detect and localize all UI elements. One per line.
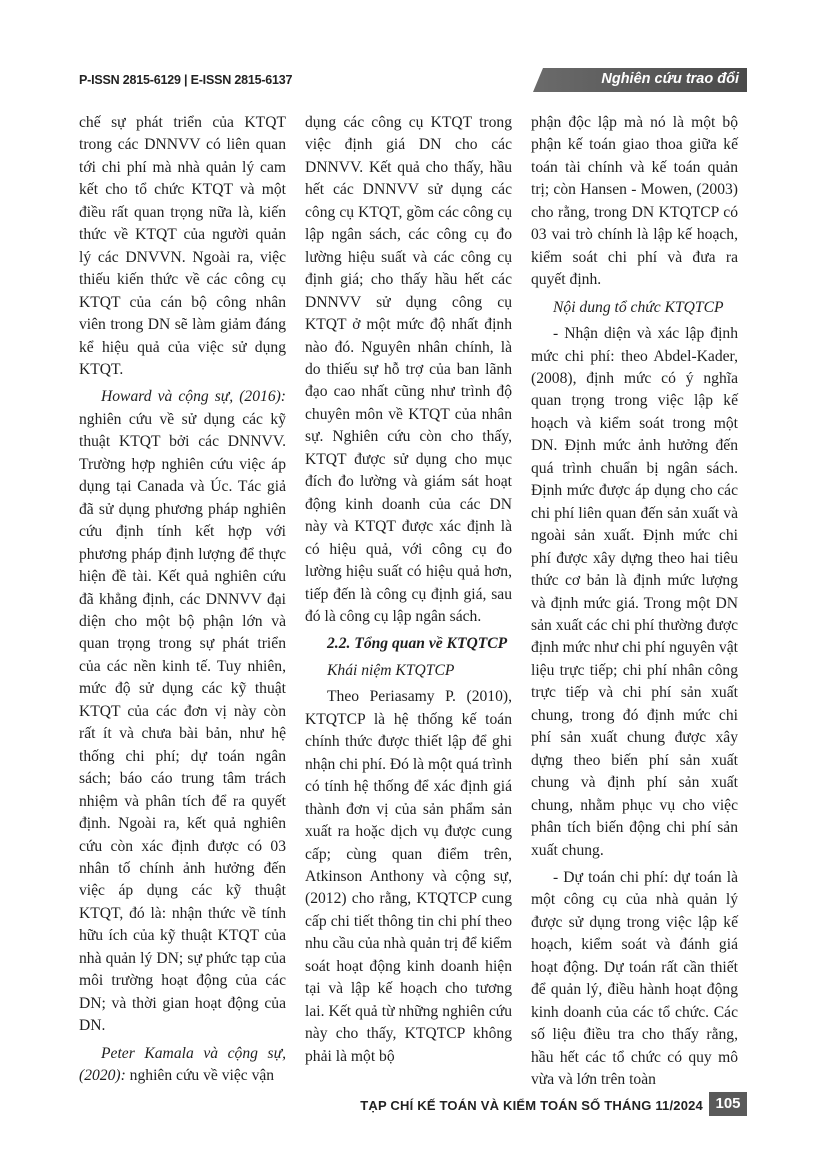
column-3 — [531, 112, 738, 1096]
page-header — [79, 68, 747, 94]
subsection-heading: Nội dung tổ chức KTQTCP — [553, 298, 724, 316]
citation-lead: Howard và cộng sự, (2016): — [101, 388, 286, 406]
journal-title: TẠP CHÍ KẾ TOÁN VÀ KIỂM TOÁN SỐ THÁNG 11/2024 — [360, 1098, 703, 1113]
subsection-heading: Khái niệm KTQTCP — [327, 661, 455, 679]
paragraph: dụng các công cụ KTQT trong việc định giá DN cho các DNNVV. Kết quả cho thấy, hầu hết các DNNVV sử dụng các công cụ KTQT, gồm các công cụ lập ngân sách, các công cụ đo lường hiệu suất và các công cụ định giá; cho thấy hầu hết các DNNVV sử dụng công cụ KTQT ở một mức độ nhất định nào đó. Nguyên nhân chính, là do thiếu sự hỗ trợ của ban lãnh đạo cao nhất cũng như trình độ chuyên môn về KTQT của nhân sự. Nghiên cứu còn cho thấy, KTQT được sử dụng cho mục đích đo lường và giám sát hoạt động kinh doanh của các DN này và KTQT được xác định là có hiệu quả, với công cụ đo lường hiệu suất có hiệu quả hơn, tiếp đến là công cụ định giá, sau đó là công cụ lập ngân sách. — [305, 114, 512, 625]
section-heading: 2.2. Tổng quan về KTQTCP — [327, 635, 508, 653]
column-2 — [305, 112, 512, 1096]
paragraph: Theo Periasamy P. (2010), KTQTCP là hệ thống kế toán chính thức được thiết lập để ghi nhận chi phí. Đó là một quá trình có tính hệ thống để xác định giá thành đơn vị của sản phẩm sản xuất ra hoặc dịch vụ được cung cấp; cùng quan điểm trên, Atkinson Anthony và cộng sự, (2012) cho rằng, KTQTCP cung cấp chi tiết thông tin chi phí theo nhu cầu của nhà quản trị để kiểm soát hoạt động kinh doanh hiện tại và lập kế hoạch cho tương lai. Kết quả từ những nghiên cứu này cho thấy, KTQTCP không phải là một bộ — [305, 688, 513, 1065]
paragraph-text: nghiên cứu về việc vận — [125, 1067, 275, 1085]
issn-label: P-ISSN 2815-6129 | E-ISSN 2815-6137 — [79, 73, 293, 87]
paragraph: phận độc lập mà nó là một bộ phận kế toán giao thoa giữa kế toán tài chính và kế toán quản trị; còn Hansen - Mowen, (2003) cho rằng, trong DN KTQTCP có 03 vai trò chính là lập kế hoạch, kiểm soát chi phí và đưa ra quyết định. — [531, 114, 738, 289]
paragraph — [79, 386, 286, 1037]
page-footer — [79, 1092, 747, 1118]
column-1 — [79, 112, 286, 1096]
paragraph — [79, 1043, 286, 1088]
section-title: Nghiên cứu trao đổi — [601, 71, 739, 87]
paragraph: - Nhận diện và xác lập định mức chi phí: theo Abdel-Kader, (2008), định mức có ý nghĩa quan trọng trong việc lập kế hoạch và kiểm soát trong một DN. Định mức ảnh hưởng đến quá trình chuẩn bị ngân sách. Định mức được áp dụng cho các chi phí liên quan đến sản xuất và ngoài sản xuất. Định mức chi phí được xây dựng theo hai tiêu thức cơ bản là định mức lượng và định mức giá. Trong một DN sản xuất các chi phí thường được định mức như chi phí nguyên vật liệu trực tiếp; chi phí nhân công trực tiếp và chi phí sản xuất chung, trong đó định mức chi phí sản xuất chung được xây dựng theo biến phí sản xuất chung và định phí sản xuất chung, nhằm phục vụ cho việc phân tích biến động chi phí sản xuất chung. — [531, 325, 738, 859]
citation-lead: Peter Kamala và cộng sự, (2020): — [79, 1044, 286, 1085]
paragraph: - Dự toán chi phí: dự toán là một công cụ của nhà quản lý được sử dụng trong việc lập kế hoạch, kiểm soát và đánh giá hoạt động. Dự toán rất cần thiết để quản lý, điều hành hoạt động kinh doanh của các tổ chức. Các số liệu điều tra cho thấy rằng, hầu hết các tổ chức có quy mô vừa và lớn trên toàn — [531, 868, 738, 1089]
page-number: 105 — [709, 1092, 747, 1116]
paragraph-text: nghiên cứu về sử dụng các kỹ thuật KTQT bởi các DNNVV. Trường hợp nghiên cứu việc áp dụng tại Canada và Úc. Tác giả đã sử dụng phương pháp nghiên cứu định tính kết hợp với phương pháp định lượng để thực hiện đề tài. Kết quả nghiên cứu đã khẳng định, các DNNVV đại diện cho một bộ phận lớn và quan trọng trong sự phát triển của các nền kinh tế. Tuy nhiên, mức độ sử dụng các kỹ thuật KTQT của các đơn vị này còn rất ít và chưa bài bản, như hệ thống chi phí; dự toán ngân sách; báo cáo trung tâm trách nhiệm và phân tích để ra quyết định. Ngoài ra, kết quả nghiên cứu còn xác định được có 03 nhân tố chính ảnh hưởng đến việc áp dụng các kỹ thuật KTQT, đó là: nhận thức về tính hữu ích của kỹ thuật KTQT của nhà quản lý DN; sự phức tạp của môi trường hoạt động của các DN; và thời gian hoạt động của DN. — [79, 410, 286, 1035]
article-body — [79, 112, 747, 1089]
paragraph: chế sự phát triển của KTQT trong các DNNVV có liên quan tới chi phí mà nhà quản lý cam kết cho tổ chức KTQT và một điều rất quan trọng nữa là, kiến thức về KTQT của người quản lý các DNVVN. Ngoài ra, việc thiếu kiến thức về các công cụ KTQT của cán bộ công nhân viên trong DN sẽ làm giảm đáng kể hiệu quả của việc sử dụng KTQT. — [79, 114, 286, 378]
